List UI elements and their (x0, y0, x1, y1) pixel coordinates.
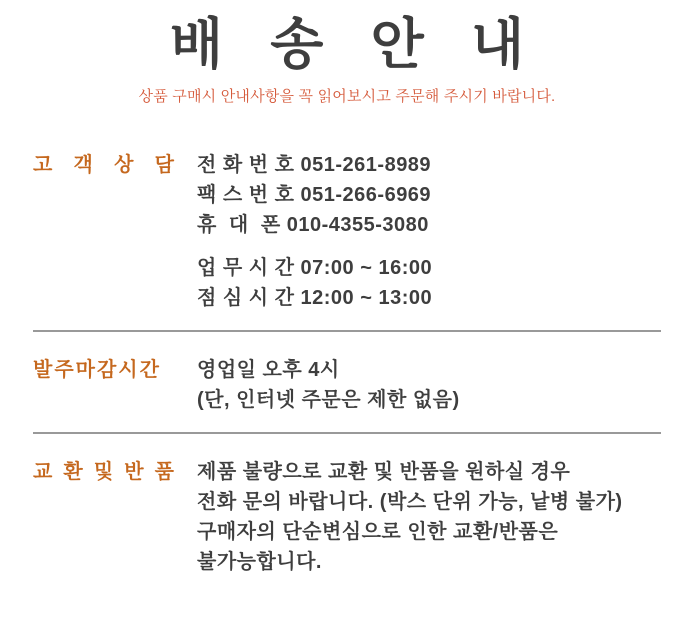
order-deadline-note-line: (단, 인터넷 주문은 제한 없음) (197, 388, 460, 411)
order-deadline-line: 영업일 오후 4시 (197, 358, 340, 381)
section-label-order-deadline: 발주마감시간 (33, 358, 161, 381)
hours-group (197, 253, 661, 313)
exchange-return-line-2: 전화 문의 바랍니다. (박스 단위 가능, 낱병 불가) (197, 490, 623, 513)
section-order-deadline (33, 355, 661, 415)
section-label-customer-service: 고 객 상 담 (33, 153, 176, 176)
fax-number-line: 팩 스 번 호 051-266-6969 (197, 183, 432, 206)
divider (33, 330, 661, 332)
phone-number-line: 전 화 번 호 051-261-8989 (197, 153, 432, 176)
exchange-return-line-4: 불가능합니다. (197, 550, 322, 573)
divider (33, 432, 661, 434)
section-content-order-deadline (197, 355, 661, 415)
page-title: 배 송 안 내 (169, 13, 541, 75)
mobile-number-line: 휴 대 폰 010-4355-3080 (197, 213, 429, 236)
section-content-customer-service (197, 150, 661, 313)
exchange-return-line-1: 제품 불량으로 교환 및 반품을 원하실 경우 (197, 460, 571, 483)
section-content-exchange-return (197, 457, 661, 577)
phone-numbers-group (197, 150, 661, 240)
lunch-hours-line: 점 심 시 간 12:00 ~ 13:00 (197, 286, 433, 309)
business-hours-line: 업 무 시 간 07:00 ~ 16:00 (197, 256, 433, 279)
page-subtitle: 상품 구매시 안내사항을 꼭 읽어보시고 주문해 주시기 바랍니다. (138, 87, 556, 105)
exchange-return-line-3: 구매자의 단순변심으로 인한 교환/반품은 (197, 520, 559, 543)
section-label-exchange-return: 교 환 및 반 품 (33, 460, 176, 483)
section-customer-service (33, 150, 661, 313)
section-exchange-return (33, 457, 661, 577)
